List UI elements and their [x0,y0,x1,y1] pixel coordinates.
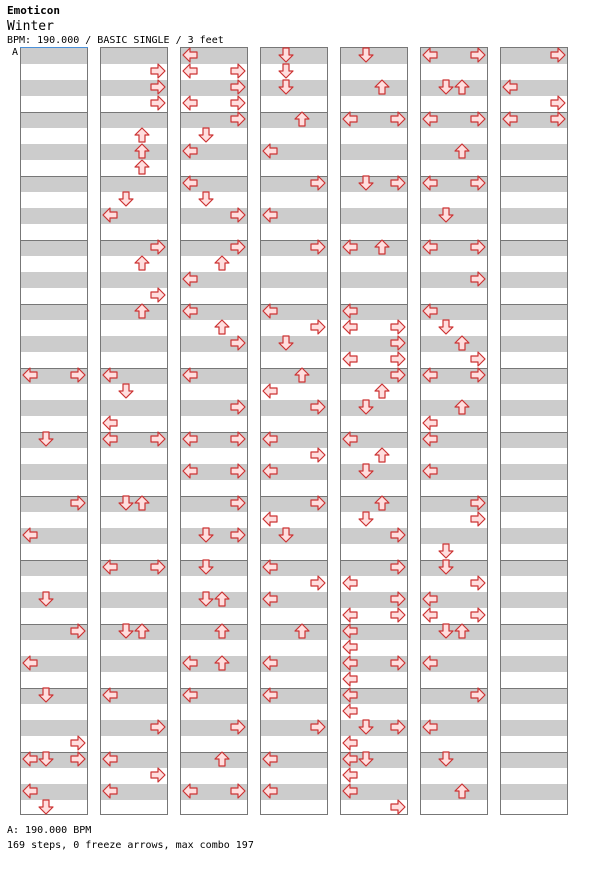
left-arrow-icon [102,751,118,767]
right-arrow-icon [390,367,406,383]
beat-band [21,336,87,352]
up-arrow-icon [294,367,310,383]
beat-band [261,272,327,288]
right-arrow-icon [550,111,566,127]
right-arrow-icon [390,655,406,671]
right-arrow-icon [470,271,486,287]
left-arrow-icon [262,559,278,575]
right-arrow-icon [470,175,486,191]
up-arrow-icon [134,303,150,319]
down-arrow-icon [38,799,54,815]
beat-band [21,48,87,64]
right-arrow-icon [230,495,246,511]
up-arrow-icon [374,447,390,463]
left-arrow-icon [262,207,278,223]
beat-band [501,368,567,384]
left-arrow-icon [502,79,518,95]
left-arrow-icon [182,95,198,111]
left-arrow-icon [342,303,358,319]
beat-band [261,336,327,352]
down-arrow-icon [438,543,454,559]
beat-band [341,272,407,288]
beat-band [21,560,87,576]
right-arrow-icon [230,463,246,479]
down-arrow-icon [278,63,294,79]
left-arrow-icon [102,431,118,447]
bpm-summary: A: 190.000 BPM [7,825,92,836]
beat-band [341,144,407,160]
up-arrow-icon [214,591,230,607]
beat-band [501,272,567,288]
up-arrow-icon [134,127,150,143]
beat-band [101,400,167,416]
up-arrow-icon [454,335,470,351]
right-arrow-icon [230,79,246,95]
right-arrow-icon [390,559,406,575]
left-arrow-icon [422,239,438,255]
beat-band [501,560,567,576]
down-arrow-icon [358,47,374,63]
down-arrow-icon [198,127,214,143]
beat-band [21,720,87,736]
up-arrow-icon [374,79,390,95]
left-arrow-icon [262,463,278,479]
beat-band [21,688,87,704]
right-arrow-icon [470,687,486,703]
left-arrow-icon [262,751,278,767]
left-arrow-icon [342,751,358,767]
measure-line [21,688,87,689]
right-arrow-icon [310,447,326,463]
right-arrow-icon [150,95,166,111]
right-arrow-icon [150,431,166,447]
left-arrow-icon [342,735,358,751]
up-arrow-icon [134,255,150,271]
right-arrow-icon [150,63,166,79]
measure-line [21,560,87,561]
left-arrow-icon [422,431,438,447]
right-arrow-icon [70,495,86,511]
left-arrow-icon [22,783,38,799]
right-arrow-icon [230,335,246,351]
left-arrow-icon [342,639,358,655]
right-arrow-icon [150,239,166,255]
left-arrow-icon [422,367,438,383]
left-arrow-icon [342,319,358,335]
beat-band [501,336,567,352]
right-arrow-icon [470,367,486,383]
left-arrow-icon [422,415,438,431]
left-arrow-icon [102,559,118,575]
beat-band [21,144,87,160]
left-arrow-icon [262,143,278,159]
chart-subtitle: Winter [7,19,54,34]
right-arrow-icon [150,719,166,735]
up-arrow-icon [454,783,470,799]
down-arrow-icon [278,47,294,63]
down-arrow-icon [438,207,454,223]
right-arrow-icon [70,735,86,751]
left-arrow-icon [422,111,438,127]
down-arrow-icon [278,335,294,351]
left-arrow-icon [342,431,358,447]
left-arrow-icon [182,687,198,703]
bpm-marker-line [20,47,88,48]
right-arrow-icon [390,527,406,543]
left-arrow-icon [182,655,198,671]
left-arrow-icon [182,303,198,319]
measure-line [501,752,567,753]
left-arrow-icon [262,431,278,447]
left-arrow-icon [342,607,358,623]
right-arrow-icon [390,351,406,367]
right-arrow-icon [150,767,166,783]
left-arrow-icon [22,655,38,671]
down-arrow-icon [358,751,374,767]
beat-band [501,752,567,768]
beat-band [101,336,167,352]
right-arrow-icon [70,623,86,639]
measure-line [501,624,567,625]
left-arrow-icon [422,655,438,671]
up-arrow-icon [134,623,150,639]
left-arrow-icon [102,783,118,799]
right-arrow-icon [470,575,486,591]
down-arrow-icon [198,191,214,207]
right-arrow-icon [310,575,326,591]
step-stats: 169 steps, 0 freeze arrows, max combo 197 [7,840,254,851]
beat-band [501,400,567,416]
left-arrow-icon [422,607,438,623]
beat-band [101,528,167,544]
left-arrow-icon [422,591,438,607]
beat-band [21,272,87,288]
down-arrow-icon [438,751,454,767]
right-arrow-icon [470,607,486,623]
right-arrow-icon [230,207,246,223]
beat-band [501,208,567,224]
chart-info: BPM: 190.000 / BASIC SINGLE / 3 feet [7,35,224,46]
beat-band [21,304,87,320]
beat-band [101,464,167,480]
down-arrow-icon [438,79,454,95]
right-arrow-icon [310,319,326,335]
right-arrow-icon [310,719,326,735]
beat-band [101,592,167,608]
beat-band [261,80,327,96]
chart-column-1 [20,47,88,815]
beat-band [21,432,87,448]
right-arrow-icon [390,335,406,351]
left-arrow-icon [182,175,198,191]
right-arrow-icon [230,63,246,79]
down-arrow-icon [358,719,374,735]
left-arrow-icon [342,655,358,671]
down-arrow-icon [118,495,134,511]
beat-band [21,208,87,224]
left-arrow-icon [262,655,278,671]
left-arrow-icon [422,463,438,479]
up-arrow-icon [214,319,230,335]
left-arrow-icon [262,303,278,319]
left-arrow-icon [102,207,118,223]
up-arrow-icon [454,79,470,95]
right-arrow-icon [150,559,166,575]
measure-line [501,240,567,241]
up-arrow-icon [214,751,230,767]
right-arrow-icon [470,495,486,511]
measure-line [101,176,167,177]
right-arrow-icon [310,399,326,415]
down-arrow-icon [358,511,374,527]
right-arrow-icon [70,751,86,767]
beat-band [501,688,567,704]
down-arrow-icon [438,623,454,639]
down-arrow-icon [38,431,54,447]
down-arrow-icon [198,591,214,607]
beat-band [21,464,87,480]
measure-line [501,496,567,497]
left-arrow-icon [422,47,438,63]
down-arrow-icon [118,191,134,207]
measure-line [501,688,567,689]
up-arrow-icon [134,143,150,159]
beat-band [181,560,247,576]
right-arrow-icon [390,607,406,623]
beat-band [21,176,87,192]
right-arrow-icon [150,79,166,95]
measure-line [21,112,87,113]
right-arrow-icon [390,799,406,815]
up-arrow-icon [214,255,230,271]
left-arrow-icon [342,687,358,703]
up-arrow-icon [454,399,470,415]
left-arrow-icon [182,143,198,159]
right-arrow-icon [230,239,246,255]
bpm-marker-label: A [12,47,19,58]
left-arrow-icon [182,783,198,799]
beat-band [21,240,87,256]
left-arrow-icon [262,783,278,799]
right-arrow-icon [390,111,406,127]
left-arrow-icon [102,367,118,383]
chart-column-7 [500,47,568,815]
beat-band [501,592,567,608]
right-arrow-icon [230,111,246,127]
beat-band [421,208,487,224]
up-arrow-icon [374,383,390,399]
right-arrow-icon [310,495,326,511]
right-arrow-icon [70,367,86,383]
measure-line [21,176,87,177]
beat-band [261,48,327,64]
measure-line [181,560,247,561]
left-arrow-icon [182,367,198,383]
beat-band [101,48,167,64]
right-arrow-icon [470,47,486,63]
beat-band [101,272,167,288]
up-arrow-icon [454,623,470,639]
measure-line [421,560,487,561]
down-arrow-icon [358,463,374,479]
left-arrow-icon [342,575,358,591]
beat-band [21,112,87,128]
down-arrow-icon [118,623,134,639]
right-arrow-icon [230,719,246,735]
beat-band [501,176,567,192]
measure-line [501,176,567,177]
left-arrow-icon [262,511,278,527]
down-arrow-icon [358,175,374,191]
beat-band [501,240,567,256]
down-arrow-icon [278,527,294,543]
left-arrow-icon [22,751,38,767]
right-arrow-icon [390,319,406,335]
measure-line [501,560,567,561]
measure-line [21,304,87,305]
right-arrow-icon [230,399,246,415]
measure-line [501,368,567,369]
left-arrow-icon [22,527,38,543]
up-arrow-icon [294,623,310,639]
right-arrow-icon [550,47,566,63]
measure-line [421,752,487,753]
left-arrow-icon [342,767,358,783]
measure-line [501,432,567,433]
right-arrow-icon [470,511,486,527]
measure-line [21,240,87,241]
up-arrow-icon [214,655,230,671]
beat-band [501,720,567,736]
beat-band [501,464,567,480]
up-arrow-icon [374,239,390,255]
measure-line [21,432,87,433]
left-arrow-icon [342,351,358,367]
beat-band [501,784,567,800]
beat-band [501,624,567,640]
left-arrow-icon [182,431,198,447]
left-arrow-icon [262,591,278,607]
left-arrow-icon [342,623,358,639]
down-arrow-icon [358,399,374,415]
right-arrow-icon [230,431,246,447]
left-arrow-icon [262,687,278,703]
measure-line [101,112,167,113]
left-arrow-icon [102,415,118,431]
down-arrow-icon [438,319,454,335]
left-arrow-icon [22,367,38,383]
down-arrow-icon [198,527,214,543]
beat-band [501,432,567,448]
left-arrow-icon [502,111,518,127]
down-arrow-icon [118,383,134,399]
beat-band [421,528,487,544]
beat-band [501,656,567,672]
down-arrow-icon [38,687,54,703]
right-arrow-icon [230,783,246,799]
beat-band [341,48,407,64]
right-arrow-icon [390,719,406,735]
down-arrow-icon [38,751,54,767]
right-arrow-icon [310,239,326,255]
right-arrow-icon [550,95,566,111]
beat-band [501,144,567,160]
up-arrow-icon [214,623,230,639]
left-arrow-icon [182,47,198,63]
right-arrow-icon [230,527,246,543]
beat-band [501,304,567,320]
left-arrow-icon [342,111,358,127]
left-arrow-icon [422,175,438,191]
right-arrow-icon [150,287,166,303]
beat-band [501,528,567,544]
up-arrow-icon [134,495,150,511]
left-arrow-icon [182,463,198,479]
beat-band [101,176,167,192]
beat-band [421,560,487,576]
right-arrow-icon [470,239,486,255]
down-arrow-icon [438,559,454,575]
up-arrow-icon [134,159,150,175]
right-arrow-icon [230,95,246,111]
left-arrow-icon [262,383,278,399]
left-arrow-icon [182,271,198,287]
song-title: Emoticon [7,4,60,17]
beat-band [101,112,167,128]
left-arrow-icon [102,687,118,703]
up-arrow-icon [454,143,470,159]
beat-band [341,464,407,480]
right-arrow-icon [470,111,486,127]
beat-band [101,656,167,672]
measure-line [501,304,567,305]
right-arrow-icon [310,175,326,191]
beat-band [341,208,407,224]
down-arrow-icon [198,559,214,575]
up-arrow-icon [374,495,390,511]
beat-band [501,496,567,512]
beat-band [21,400,87,416]
beat-band [21,80,87,96]
down-arrow-icon [278,79,294,95]
right-arrow-icon [390,175,406,191]
beat-band [261,528,327,544]
left-arrow-icon [342,703,358,719]
left-arrow-icon [342,783,358,799]
beat-band [21,592,87,608]
right-arrow-icon [470,351,486,367]
right-arrow-icon [390,591,406,607]
beat-band [421,752,487,768]
beat-band [341,400,407,416]
left-arrow-icon [182,63,198,79]
down-arrow-icon [38,591,54,607]
left-arrow-icon [342,239,358,255]
left-arrow-icon [422,303,438,319]
up-arrow-icon [294,111,310,127]
left-arrow-icon [422,719,438,735]
left-arrow-icon [342,671,358,687]
